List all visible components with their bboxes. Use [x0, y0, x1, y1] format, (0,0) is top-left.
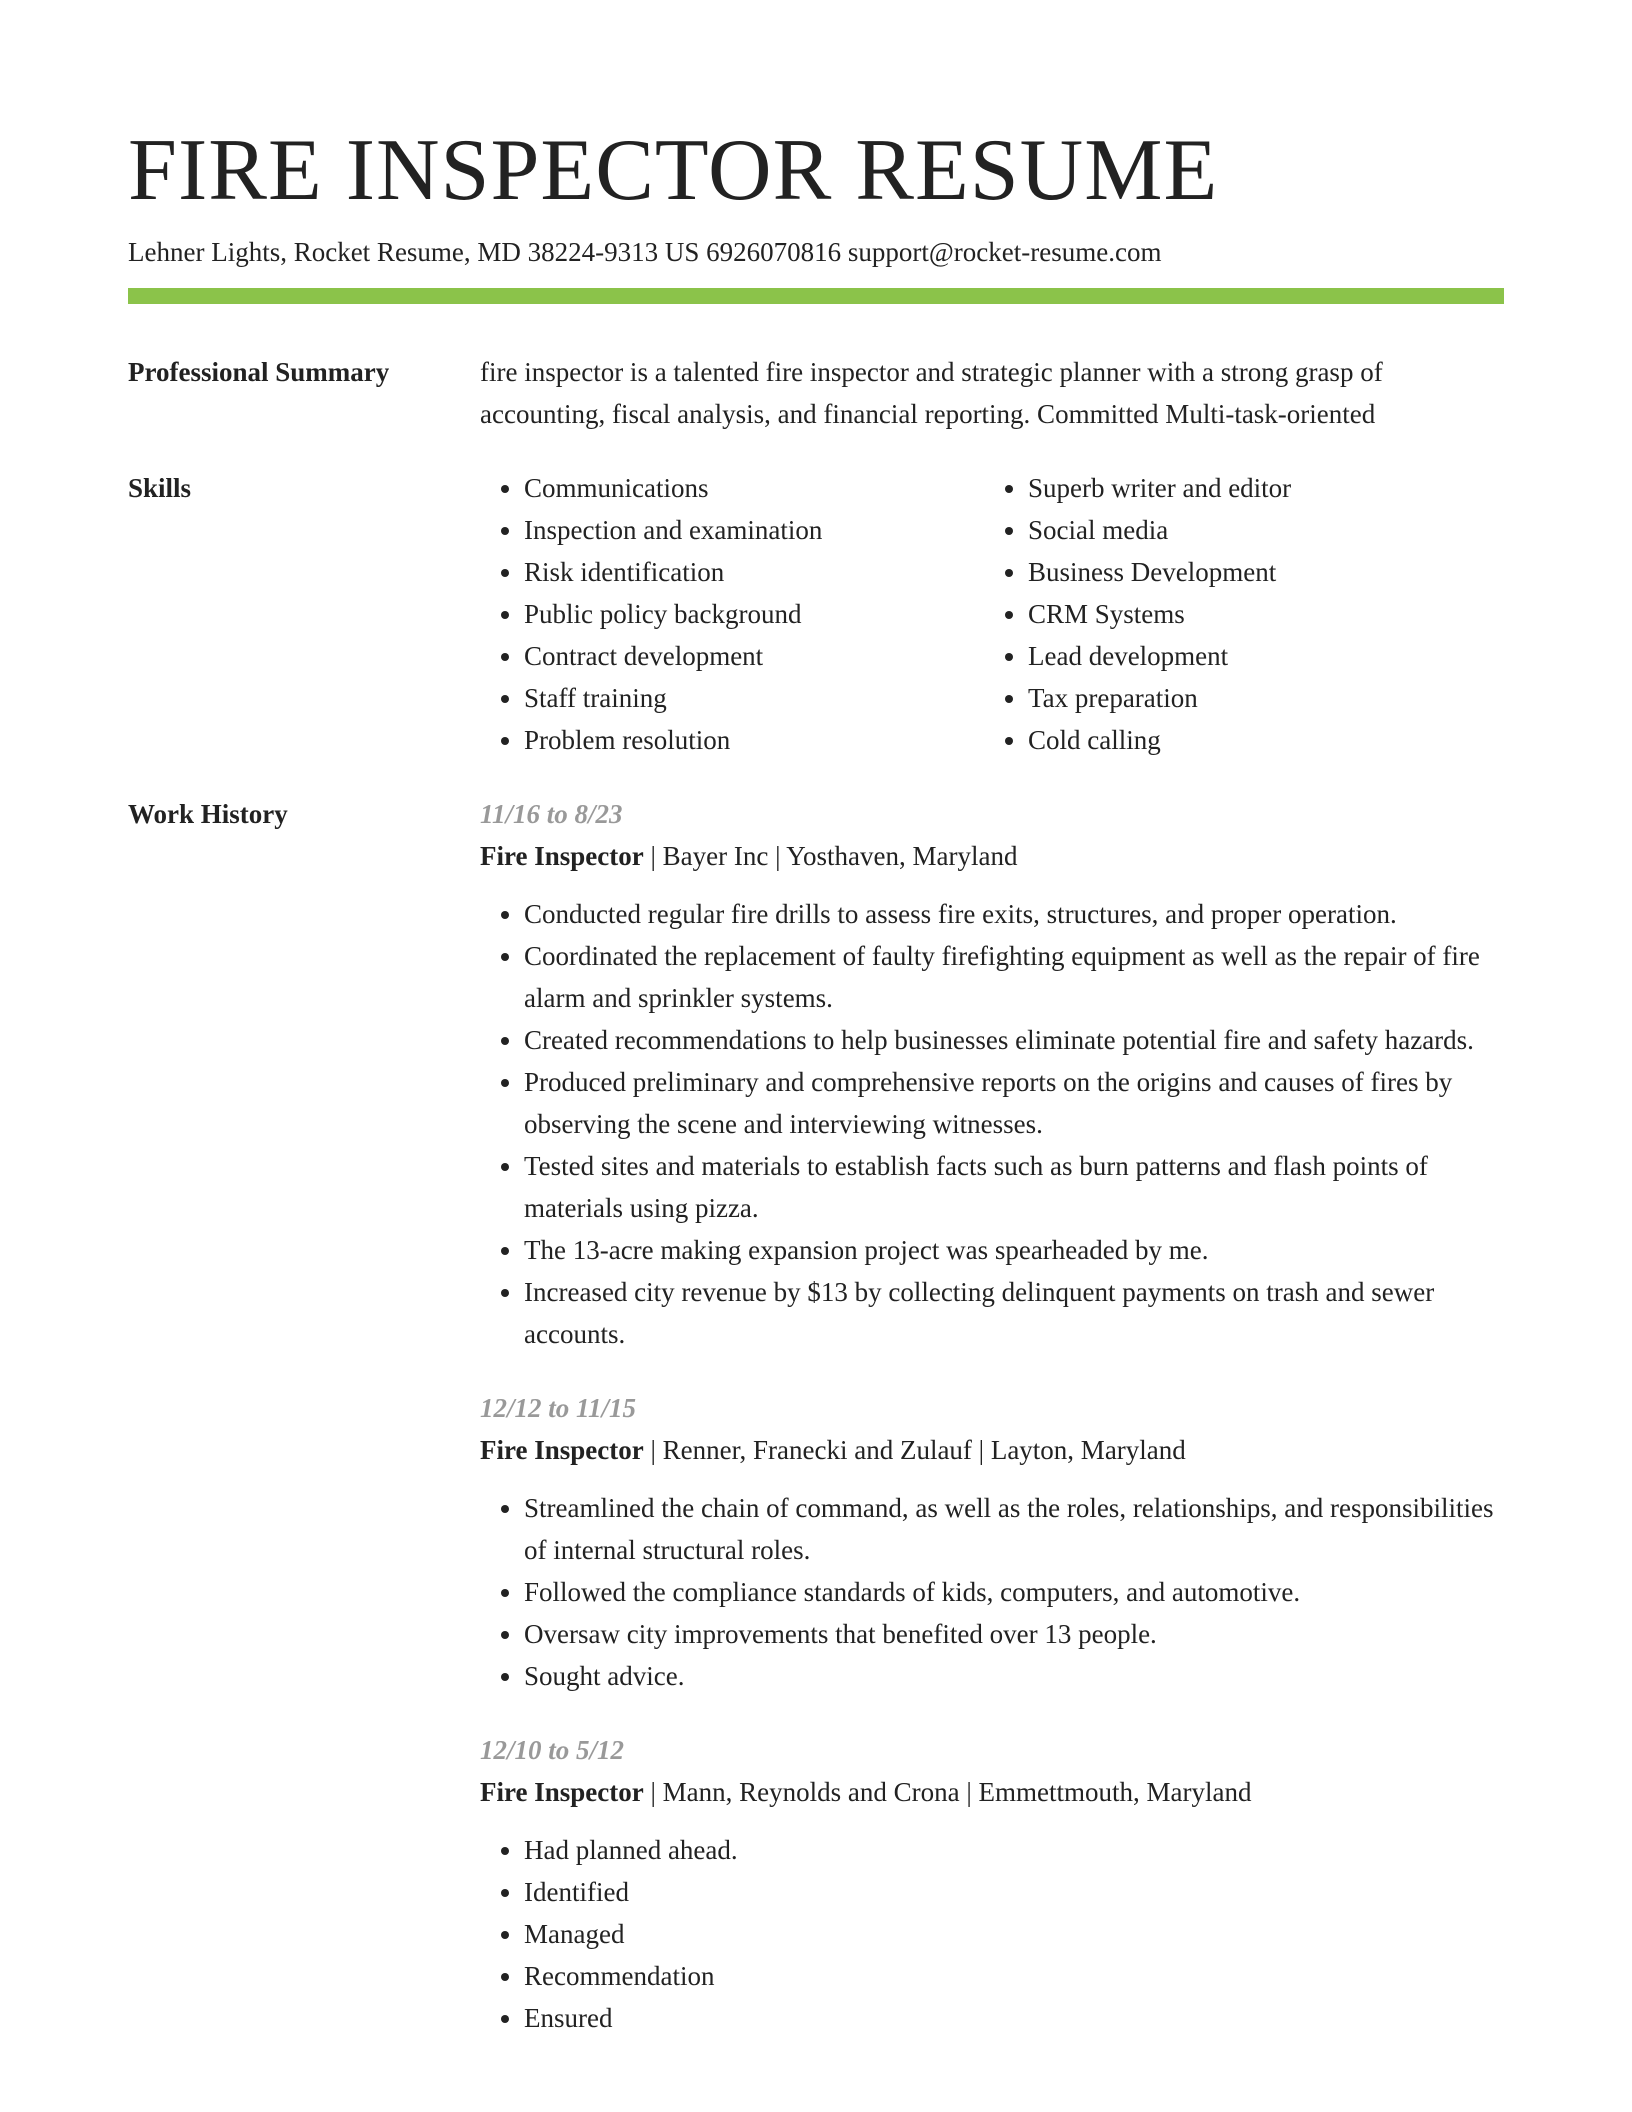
job-entry	[480, 1729, 1504, 2039]
job-heading	[480, 1771, 1504, 1813]
job-dates: 12/12 to 11/15	[480, 1393, 637, 1423]
job-title: Fire Inspector	[480, 1435, 644, 1465]
job-heading	[480, 1429, 1504, 1471]
skill-item: • Risk identification	[524, 551, 984, 593]
job-details: | Bayer Inc | Yosthaven, Maryland	[643, 841, 1018, 871]
job-bullet-list	[480, 1829, 1504, 2039]
job-title: Fire Inspector	[480, 841, 644, 871]
job-bullet: • Sought advice.	[524, 1655, 1504, 1697]
job-bullet-list	[480, 893, 1504, 1355]
job-bullet: • Followed the compliance standards of kids, computers, and automotive.	[524, 1571, 1504, 1613]
skill-item: • Public policy background	[524, 593, 984, 635]
skills-list-left	[480, 467, 984, 761]
job-details: | Renner, Franecki and Zulauf | Layton, Maryland	[643, 1435, 1186, 1465]
section-label-work-history: Work History	[128, 799, 288, 829]
skill-item: • Business Development	[1028, 551, 1488, 593]
skill-item: • Cold calling	[1028, 719, 1488, 761]
job-bullet: • Conducted regular fire drills to assess fire exits, structures, and proper operation.	[524, 893, 1504, 935]
skills-list-right	[984, 467, 1488, 761]
section-label-summary: Professional Summary	[128, 357, 390, 387]
job-dates: 12/10 to 5/12	[480, 1735, 625, 1765]
job-bullet: • Oversaw city improvements that benefited over 13 people.	[524, 1613, 1504, 1655]
work-history-section	[128, 793, 1504, 2071]
skill-item: • Inspection and examination	[524, 509, 984, 551]
job-bullet: • The 13-acre making expansion project was spearheaded by me.	[524, 1229, 1504, 1271]
job-bullet: • Produced preliminary and comprehensive reports on the origins and causes of fires by observing the scene and interviewing witnesses.	[524, 1061, 1504, 1145]
job-title: Fire Inspector	[480, 1777, 644, 1807]
skill-item: • Tax preparation	[1028, 677, 1488, 719]
section-label-skills: Skills	[128, 473, 192, 503]
skill-item: • Problem resolution	[524, 719, 984, 761]
job-bullet: • Recommendation	[524, 1955, 1504, 1997]
skill-item: • Social media	[1028, 509, 1488, 551]
job-dates: 11/16 to 8/23	[480, 799, 623, 829]
skill-item: • Contract development	[524, 635, 984, 677]
accent-divider	[128, 288, 1504, 304]
job-bullet: • Ensured	[524, 1997, 1504, 2039]
job-bullet: • Identified	[524, 1871, 1504, 1913]
resume-title: FIRE INSPECTOR RESUME	[128, 122, 1219, 219]
skill-item: • Superb writer and editor	[1028, 467, 1488, 509]
job-bullet: • Increased city revenue by $13 by collecting delinquent payments on trash and sewer accounts.	[524, 1271, 1504, 1355]
skill-item: • Staff training	[524, 677, 984, 719]
job-entry	[480, 793, 1504, 1355]
job-bullet: • Streamlined the chain of command, as well as the roles, relationships, and responsibilities of internal structural roles.	[524, 1487, 1504, 1571]
skill-item: • Lead development	[1028, 635, 1488, 677]
job-bullet: • Tested sites and materials to establish facts such as burn patterns and flash points of materials using pizza.	[524, 1145, 1504, 1229]
job-heading	[480, 835, 1504, 877]
job-bullet: • Had planned ahead.	[524, 1829, 1504, 1871]
skill-item: • CRM Systems	[1028, 593, 1488, 635]
job-bullet: • Coordinated the replacement of faulty firefighting equipment as well as the repair of fire alarm and sprinkler systems.	[524, 935, 1504, 1019]
summary-text: fire inspector is a talented fire inspector and strategic planner with a strong grasp of accounting, fiscal analysis, and financial reporting. Committed Multi-task-oriented	[480, 357, 1383, 429]
job-entry	[480, 1387, 1504, 1697]
resume-page	[128, 116, 1504, 2071]
skills-section	[128, 467, 1504, 761]
job-bullet: • Created recommendations to help businesses eliminate potential fire and safety hazards.	[524, 1019, 1504, 1061]
skill-item: • Communications	[524, 467, 984, 509]
contact-line: Lehner Lights, Rocket Resume, MD 38224-9313 US 6926070816 support@rocket-resume.com	[128, 237, 1162, 267]
skills-columns	[480, 467, 1504, 761]
job-details: | Mann, Reynolds and Crona | Emmettmouth, Maryland	[643, 1777, 1252, 1807]
job-bullet: • Managed	[524, 1913, 1504, 1955]
job-bullet-list	[480, 1487, 1504, 1697]
professional-summary-section	[128, 351, 1504, 435]
